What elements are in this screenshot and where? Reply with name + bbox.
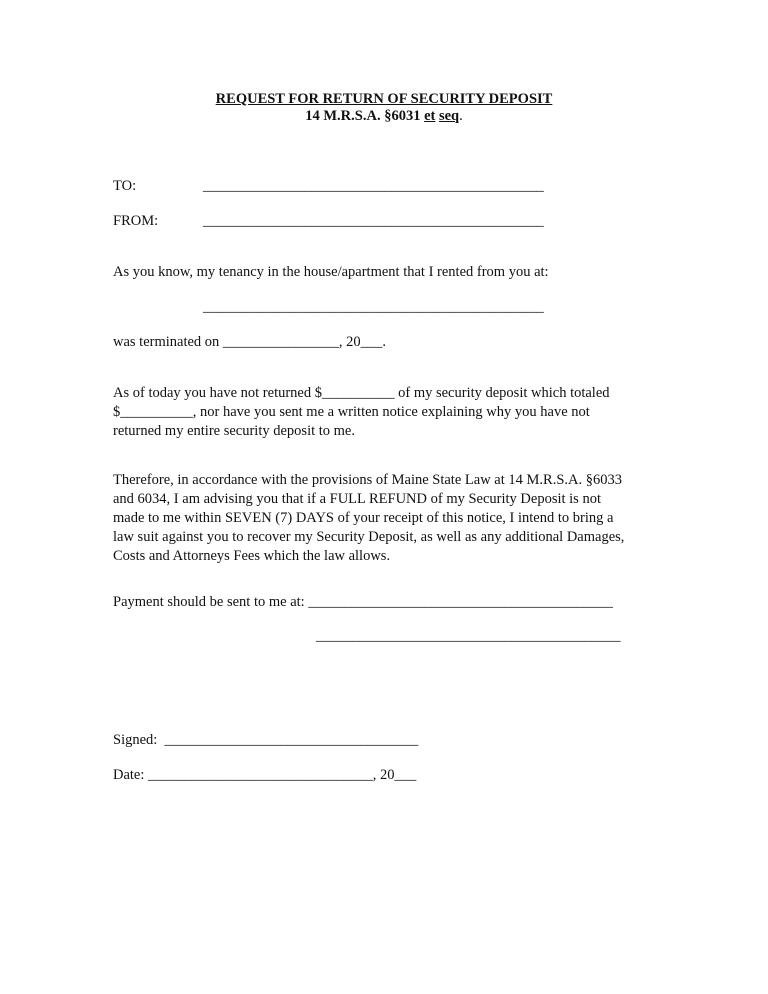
signature-field[interactable]: Signed: ___________________________________ xyxy=(113,732,419,748)
document-title xyxy=(0,91,768,108)
payment-address-field[interactable]: Payment should be sent to me at: __________________________________________ xyxy=(113,594,613,610)
document-citation xyxy=(0,108,768,125)
law-line: Therefore, in accordance with the provisions of Maine State Law at 14 M.R.S.A. §6033 xyxy=(113,472,622,488)
citation-seq: seq xyxy=(438,108,460,124)
address-field[interactable]: _______________________________________________ xyxy=(203,299,544,315)
law-line: Costs and Attorneys Fees which the law allows. xyxy=(113,548,391,564)
deposit-line: As of today you have not returned $__________ of my security deposit which totaled xyxy=(113,385,610,401)
document-title-text: REQUEST FOR RETURN OF SECURITY DEPOSIT xyxy=(215,91,553,107)
from-field[interactable]: _______________________________________________ xyxy=(203,213,544,229)
deposit-line: $__________, nor have you sent me a written notice explaining why you have not xyxy=(113,404,590,420)
payment-address-second-field[interactable]: __________________________________________ xyxy=(316,628,621,644)
citation-prefix: 14 M.R.S.A. §6031 xyxy=(305,108,425,124)
law-line: and 6034, I am advising you that if a FULL REFUND of my Security Deposit is not xyxy=(113,491,601,507)
tenancy-text: As you know, my tenancy in the house/apartment that I rented from you at: xyxy=(113,264,549,280)
law-line: law suit against you to recover my Security Deposit, as well as any additional Damages, xyxy=(113,529,625,545)
terminated-text: was terminated on ________________, 20___. xyxy=(113,334,387,350)
to-label: TO: xyxy=(113,178,137,194)
deposit-line: returned my entire security deposit to me. xyxy=(113,423,355,439)
citation-et: et xyxy=(424,108,436,124)
to-field[interactable]: _______________________________________________ xyxy=(203,178,544,194)
law-line: made to me within SEVEN (7) DAYS of your receipt of this notice, I intend to bring a xyxy=(113,510,614,526)
from-label: FROM: xyxy=(113,213,159,229)
law-paragraph xyxy=(113,471,653,566)
citation-end: . xyxy=(459,108,463,124)
deposit-paragraph xyxy=(113,384,653,441)
date-field[interactable]: Date: _______________________________, 20___ xyxy=(113,767,417,783)
